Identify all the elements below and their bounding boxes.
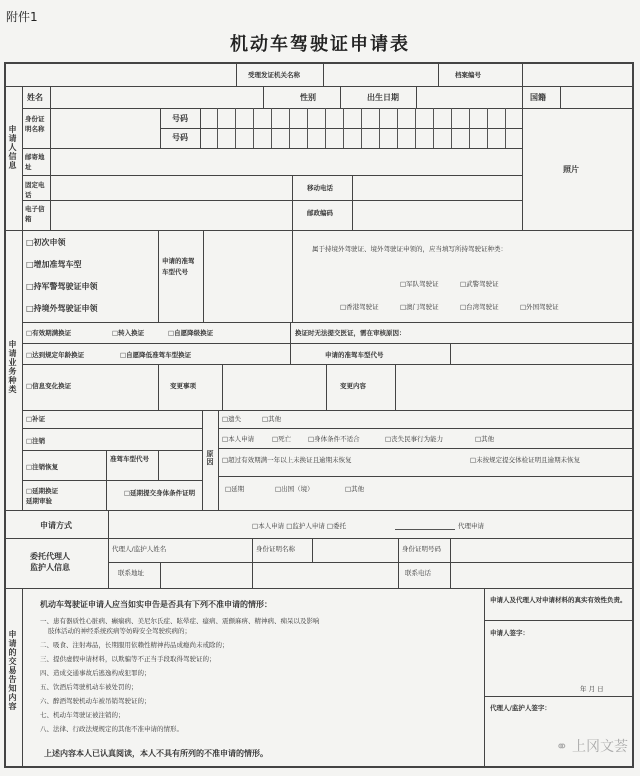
holding-other-option[interactable]: □持境外驾驶证申领 [26, 304, 98, 313]
email-label: 电子信箱 [25, 205, 45, 223]
prescribed-class-label: 准驾车型代号 [110, 455, 149, 463]
hk-note: 属于持境外驾驶证、境外驾驶证申领的，应当填写所持驾驶证种类： [312, 245, 507, 253]
application-method-options[interactable]: □本人申请 □监护人申请 □委托 [252, 522, 347, 530]
reason-no-exam[interactable]: □未按规定提交体检证明且逾期未恢复 [470, 456, 581, 464]
reason-other-2[interactable]: □其他 [475, 435, 495, 443]
declaration-closing: 上述内容本人已认真阅读，本人不具有所列的不准申请的情形。 [44, 749, 268, 758]
sign-date: 年 月 日 [580, 685, 604, 693]
renew-downgrade-option[interactable]: □自愿降级换证 [168, 329, 214, 337]
declaration-item: 八、法律、行政法规规定的其他不准申请的情形。 [40, 725, 183, 733]
fixed-phone-label: 固定电话 [25, 181, 45, 199]
renew-note: 换证时无法提交医证，需在审核原因： [295, 329, 406, 337]
first-apply-option[interactable]: □初次申领 [26, 238, 66, 247]
reinstate-option[interactable]: □注销恢复 [26, 463, 59, 471]
license-type-taiwan[interactable]: □台湾驾驶证 [460, 303, 499, 311]
agent-id-no-label: 身份证明号码 [402, 545, 441, 553]
voluntary-downgrade-option[interactable]: □自愿降低准驾车型换证 [120, 351, 192, 359]
applied-class-label: 申请的准驾车型代号 [162, 257, 195, 276]
declaration-heading: 机动车驾驶证申请人应当如实申告是否具有下列不准申请的情形： [40, 600, 272, 609]
audit-exam-option[interactable]: □延期提交身体条件证明 [124, 489, 196, 497]
agent-sign-label: 代理人/监护人签字： [490, 704, 551, 712]
birth-date-label: 出生日期 [367, 93, 399, 102]
holding-foreign-option[interactable]: □持军警驾驶证申领 [26, 282, 98, 291]
nationality-label: 国籍 [530, 93, 546, 102]
chat-bubble-icon: ⚭ [555, 739, 572, 755]
business-section-label: 申请业务种类 [8, 340, 17, 394]
agent-address-label: 联系地址 [118, 569, 144, 577]
form-title: 机动车驾驶证申请表 [230, 34, 410, 55]
reason-self[interactable]: □本人申请 [222, 435, 255, 443]
reason-label: 原因 [206, 450, 214, 466]
declaration-item: 七、机动车驾驶证被注销的； [40, 711, 125, 719]
info-change-option[interactable]: □信息变化换证 [26, 382, 72, 390]
reason-capacity[interactable]: □丧失民事行为能力 [385, 435, 444, 443]
license-type-macau[interactable]: □澳门驾驶证 [400, 303, 439, 311]
postcode-label: 邮政编码 [307, 209, 333, 217]
watermark-text: 上冈文荟 [572, 739, 628, 755]
reason-lost[interactable]: □遗失 [222, 415, 242, 423]
reason-abroad[interactable]: □出国（境） [275, 485, 314, 493]
attachment-label: 附件1 [6, 10, 38, 24]
audit-renew-option[interactable]: □延期换证 延期审验 [26, 487, 59, 505]
replace-option[interactable]: □补证 [26, 415, 46, 423]
applicant-section-label: 申请人信息 [8, 125, 17, 170]
watermark [556, 736, 628, 756]
application-method-label: 申请方式 [40, 521, 72, 530]
accept-agency-label: 受理发证机关名称 [248, 71, 300, 79]
reason-death[interactable]: □死亡 [272, 435, 292, 443]
reason-expired[interactable]: □超过有效期满一年以上未换证且逾期未恢复 [222, 456, 352, 464]
name-label: 姓名 [27, 93, 43, 102]
agent-suffix: 代理申请 [458, 522, 484, 530]
id-number-grid-2[interactable] [200, 128, 522, 148]
declaration-item: 五、饮酒后驾驶机动车被处罚的； [40, 683, 138, 691]
reason-other-1[interactable]: □其他 [262, 415, 282, 423]
age-renew-option[interactable]: □达到规定年龄换证 [26, 351, 85, 359]
id-number-grid[interactable] [200, 108, 522, 128]
archive-no-label: 档案编号 [455, 71, 481, 79]
declaration-item: 六、醉酒驾驶机动车被吊销驾驶证的； [40, 697, 151, 705]
agent-phone-label: 联系电话 [405, 569, 431, 577]
declaration-item: 四、造成交通事故后逃逸构成犯罪的； [40, 669, 151, 677]
add-class-option[interactable]: □增加准驾车型 [26, 260, 82, 269]
photo-label: 照片 [563, 165, 579, 174]
license-type-foreign[interactable]: □外国驾驶证 [520, 303, 559, 311]
applicant-sign-label: 申请人签字： [490, 629, 529, 637]
license-type-army[interactable]: □军队驾驶证 [400, 280, 439, 288]
number-label-1: 号码 [172, 114, 188, 123]
mobile-label: 移动电话 [307, 184, 333, 192]
renew-transfer-option[interactable]: □转入换证 [112, 329, 145, 337]
declaration-item: 肢体活动的神经系统疾病等妨碍安全驾驶疾病的； [48, 627, 191, 635]
id-doc-label: 身份证明名称 [25, 115, 45, 133]
agent-name-blank[interactable] [395, 529, 455, 530]
declaration-item: 二、吸食、注射毒品，长期服用依赖性精神药品成瘾尚未戒除的； [40, 641, 229, 649]
declaration-item: 一、患有器质性心脏病、癫痫病、美尼尔氏症、眩晕症、癔病、震颤麻痹、精神病、痴呆以及影响 [40, 617, 320, 625]
change-item-label: 变更事项 [170, 382, 196, 390]
license-type-hk[interactable]: □香港驾驶证 [340, 303, 379, 311]
renew-expiry-option[interactable]: □有效期满换证 [26, 329, 72, 337]
agent-name-label: 代理人/监护人姓名 [112, 545, 167, 553]
signature-heading: 申请人及代理人对申请材料的真实有效性负责。 [490, 596, 627, 604]
gender-label: 性别 [300, 93, 316, 102]
postal-address-label: 邮寄地址 [25, 153, 45, 171]
number-label-2: 号码 [172, 133, 188, 142]
agent-id-name-label: 身份证明名称 [256, 545, 295, 553]
agent-section-label: 委托代理人 监护人信息 [30, 552, 70, 572]
declaration-item: 三、提供虚假申请材料，以欺骗等不正当手段取得驾驶证的； [40, 655, 216, 663]
cancel-option[interactable]: □注销 [26, 437, 46, 445]
declaration-section-label: 申请的交易告知内容 [8, 630, 17, 711]
applied-class-code-label: 申请的准驾车型代号 [325, 351, 384, 359]
change-content-label: 变更内容 [340, 382, 366, 390]
reason-other-3[interactable]: □其他 [345, 485, 365, 493]
reason-extend[interactable]: □延期 [225, 485, 245, 493]
reason-body[interactable]: □身体条件不适合 [308, 435, 360, 443]
license-type-police[interactable]: □武警驾驶证 [460, 280, 499, 288]
